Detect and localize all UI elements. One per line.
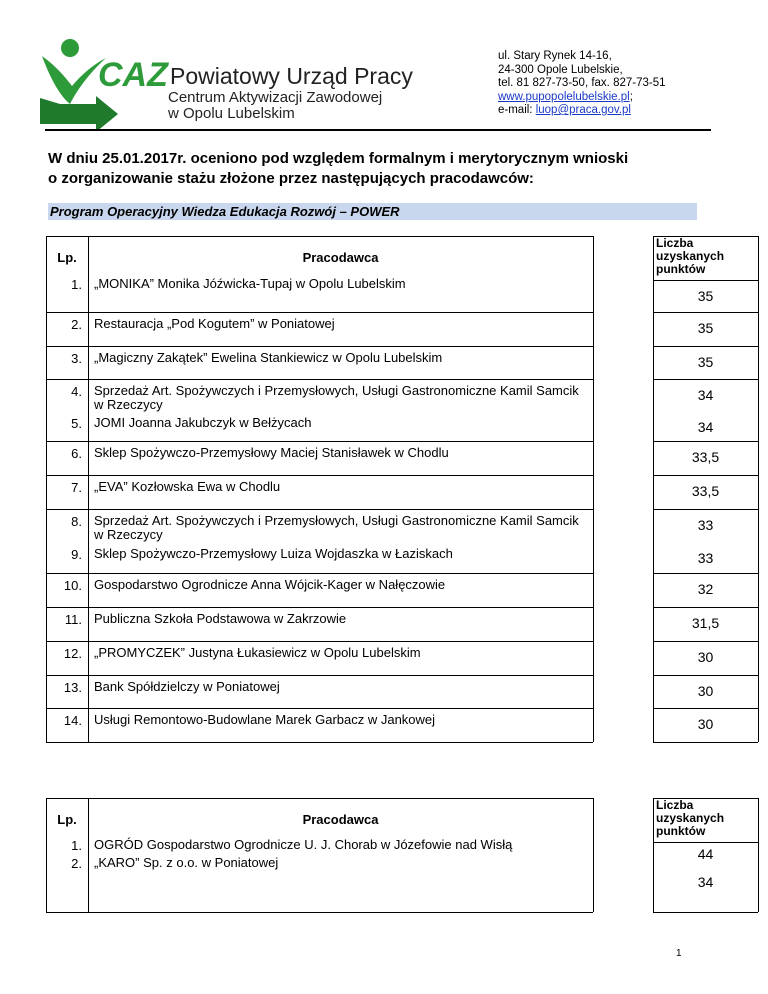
table-rule (46, 236, 593, 237)
row-lp: 6. (71, 446, 82, 461)
table-rule (593, 236, 594, 742)
logo-arrow-icon (40, 96, 118, 130)
logo-head-icon (61, 39, 79, 57)
table-rule (653, 842, 758, 843)
table-rule (653, 573, 758, 574)
employer-name: „Magiczny Zakątek” Ewelina Stankiewicz w Opolu Lubelskim (94, 350, 443, 365)
table-rule (653, 641, 758, 642)
employer-name: Restauracja „Pod Kogutem” w Poniatowej (94, 316, 335, 331)
employer-name: „EVA” Kozłowska Ewa w Chodlu (94, 479, 281, 494)
table-rule (653, 379, 758, 380)
table-rule (653, 475, 758, 476)
row-lp: 12. (63, 646, 82, 661)
website-link[interactable]: www.pupopolelubelskie.pl (498, 90, 630, 103)
row-lp: 4. (71, 384, 82, 399)
points-value: 33,5 (691, 449, 720, 465)
employer-name: Bank Spółdzielczy w Poniatowej (94, 679, 280, 694)
table-rule (593, 798, 594, 912)
table-rule (653, 509, 758, 510)
points-value: 35 (697, 288, 714, 304)
table-rule (46, 509, 593, 510)
row-lp: 2. (71, 856, 82, 871)
employer-name: „KARO” Sp. z o.o. w Poniatowej (94, 855, 279, 870)
row-lp: 13. (63, 680, 82, 695)
email-link[interactable]: luop@praca.gov.pl (535, 104, 631, 116)
points-value: 30 (697, 649, 714, 665)
address-line-email: e-mail: luop@praca.gov.pl (498, 104, 631, 116)
address-line-phone: tel. 81 827-73-50, fax. 827-73-51 (498, 77, 666, 89)
address-line-website: www.pupopolelubelskie.pl; (498, 90, 633, 103)
points-value: 33,5 (691, 483, 720, 499)
heading-line-1: W dniu 25.01.2017r. oceniono pod względem formalnym i merytorycznym wnioski (48, 150, 629, 167)
logo-subtitle-1: Centrum Aktywizacji Zawodowej (168, 89, 383, 106)
col-header-employer: Pracodawca (302, 250, 379, 265)
table-rule (653, 912, 758, 913)
row-lp: 5. (71, 416, 82, 431)
row-lp: 2. (71, 317, 82, 332)
row-lp: 10. (63, 578, 82, 593)
points-value: 33 (697, 517, 714, 533)
points-value: 35 (697, 354, 714, 370)
table-rule (653, 312, 758, 313)
table-rule (653, 280, 758, 281)
employer-name: „PROMYCZEK” Justyna Łukasiewicz w Opolu Lubelskim (94, 645, 421, 660)
col-header-lp: Lp. (57, 812, 77, 827)
logo-abbr: CAZ (98, 56, 168, 94)
col-header-employer: Pracodawca (302, 812, 379, 827)
table-rule (46, 475, 593, 476)
logo-org-name: Powiatowy Urząd Pracy (170, 63, 413, 89)
points-value: 34 (697, 387, 714, 403)
header-divider (45, 129, 711, 131)
table-rule (46, 708, 593, 709)
table-rule (46, 798, 593, 799)
employer-name: Publiczna Szkoła Podstawowa w Zakrzowie (94, 611, 347, 626)
table-rule (758, 236, 759, 742)
row-lp: 9. (71, 547, 82, 562)
points-value: 35 (697, 320, 714, 336)
heading-line-2: o zorganizowanie stażu złożone przez następujących pracodawców: (48, 170, 534, 187)
table-rule (46, 607, 593, 608)
row-lp: 1. (71, 838, 82, 853)
table-rule (653, 607, 758, 608)
logo-graphic (36, 38, 436, 130)
table-rule (653, 346, 758, 347)
table-rule (46, 742, 593, 743)
points-value: 30 (697, 683, 714, 699)
points-value: 33 (697, 550, 714, 566)
row-lp: 11. (64, 612, 82, 627)
table-rule (46, 346, 593, 347)
table-rule (653, 441, 758, 442)
points-value: 30 (697, 716, 714, 732)
page-number: 1 (676, 948, 682, 959)
employer-name: Sklep Spożywczo-Przemysłowy Luiza Wojdaszka w Łaziskach (94, 546, 453, 561)
table-rule (46, 441, 593, 442)
employer-name: Usługi Remontowo-Budowlane Marek Garbacz w Jankowej (94, 712, 436, 727)
table-rule (653, 708, 758, 709)
col-header-points: Liczba uzyskanych punktów (656, 236, 725, 276)
col-header-points: Liczba uzyskanych punktów (656, 798, 725, 838)
employer-name: JOMI Joanna Jakubczyk w Bełżycach (94, 415, 312, 430)
points-value: 34 (697, 874, 714, 890)
employer-name: „MONIKA” Monika Jóźwicka-Tupaj w Opolu Lubelskim (94, 276, 406, 291)
employer-name: Sklep Spożywczo-Przemysłowy Maciej Stanisławek w Chodlu (94, 445, 449, 460)
table-rule (758, 798, 759, 912)
logo-subtitle-2: w Opolu Lubelskim (168, 105, 295, 122)
points-value: 32 (697, 581, 714, 597)
table-rule (46, 312, 593, 313)
table-rule (46, 675, 593, 676)
table-rule (653, 675, 758, 676)
page-heading (48, 149, 718, 189)
address-block (498, 50, 666, 118)
table-rule (46, 379, 593, 380)
points-value: 44 (697, 846, 714, 862)
table-rule (46, 641, 593, 642)
points-value: 31,5 (691, 615, 720, 631)
col-header-lp: Lp. (57, 250, 77, 265)
employer-name: Sprzedaż Art. Spożywczych i Przemysłowych, Usługi Gastronomiczne Kamil Samcik w Rzeczycy (94, 383, 579, 412)
address-line-city: 24-300 Opole Lubelskie, (498, 63, 623, 76)
program-title-power: Program Operacyjny Wiedza Edukacja Rozwój – POWER (48, 203, 697, 220)
points-value: 34 (697, 419, 714, 435)
row-lp: 1. (71, 277, 82, 292)
row-lp: 14. (63, 713, 82, 728)
row-lp: 3. (71, 351, 82, 366)
table-rule (653, 742, 758, 743)
row-lp: 8. (71, 514, 82, 529)
caz-logo (36, 38, 436, 130)
employer-name: OGRÓD Gospodarstwo Ogrodnicze U. J. Chorab w Józefowie nad Wisłą (94, 837, 513, 852)
row-lp: 7. (71, 480, 82, 495)
employer-name: Sprzedaż Art. Spożywczych i Przemysłowych, Usługi Gastronomiczne Kamil Samcik w Rzeczycy (94, 513, 579, 542)
employer-name: Gospodarstwo Ogrodnicze Anna Wójcik-Kager w Nałęczowie (94, 577, 446, 592)
address-line-street: ul. Stary Rynek 14-16, (498, 50, 612, 62)
table-rule (46, 573, 593, 574)
table-rule (46, 912, 593, 913)
